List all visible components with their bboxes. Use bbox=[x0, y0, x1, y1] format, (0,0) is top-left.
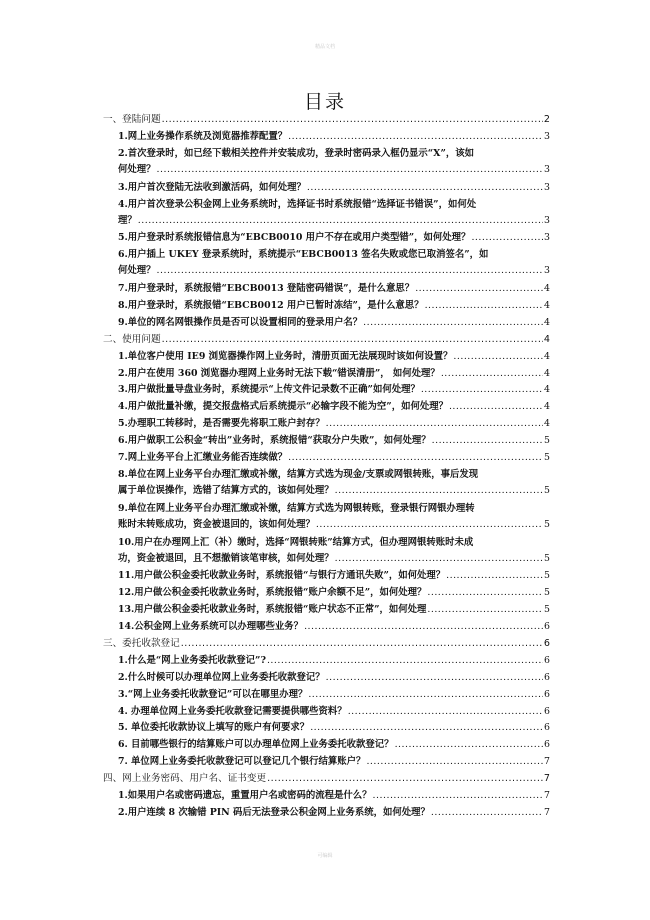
dot-leader bbox=[373, 788, 543, 804]
toc-page-number: 4 bbox=[544, 401, 550, 413]
toc-page-number: 3 bbox=[544, 130, 550, 142]
toc-page-number: 6 bbox=[544, 671, 550, 683]
dot-leader bbox=[308, 687, 543, 703]
toc-entry[interactable] bbox=[118, 298, 550, 314]
toc-entry[interactable] bbox=[118, 619, 550, 635]
toc-page-number: 5 bbox=[544, 518, 550, 530]
toc-entry[interactable] bbox=[118, 281, 550, 297]
toc-entry-text: 4.用户做批量补缴，提交报盘格式后系统提示“必输字段不能为空”，如何处理？ bbox=[118, 401, 448, 413]
toc-page-number: 4 bbox=[544, 367, 550, 379]
page-title: 目录 bbox=[303, 91, 346, 113]
toc-entry-text: 6. 目前哪些银行的结算账户可以办理单位网上业务委托收款登记？ bbox=[118, 739, 394, 751]
toc-page-number: 4 bbox=[544, 299, 550, 311]
toc-entry-text: 理？ bbox=[118, 214, 137, 226]
toc-entry[interactable] bbox=[118, 704, 550, 720]
toc-entry-text: 2.用户连续 8 次输错 PIN 码后无法登录公积金网上业务系统，如何处理？ bbox=[118, 806, 430, 818]
toc-page-number: 5 bbox=[544, 570, 550, 582]
toc-entry-text: 11.用户做公积金委托收款业务时，系统报错“与银行方通讯失败”，如何处理？ bbox=[118, 570, 446, 582]
toc-entry[interactable] bbox=[118, 247, 550, 279]
toc-entry[interactable] bbox=[118, 788, 550, 804]
toc-entry[interactable] bbox=[118, 416, 550, 432]
dot-leader bbox=[326, 416, 543, 432]
toc-page-number: 6 bbox=[543, 637, 550, 649]
toc-page-number: 7 bbox=[544, 756, 550, 768]
dot-leader bbox=[288, 129, 543, 145]
toc-entry[interactable] bbox=[118, 315, 550, 331]
toc-entry[interactable] bbox=[118, 146, 550, 178]
toc-entry[interactable] bbox=[118, 670, 550, 686]
toc-section[interactable] bbox=[103, 112, 550, 128]
toc-entry[interactable] bbox=[118, 349, 550, 365]
toc-page-number: 6 bbox=[544, 621, 550, 632]
dot-leader bbox=[304, 619, 543, 635]
dot-leader bbox=[395, 737, 543, 753]
dot-leader bbox=[138, 213, 543, 229]
toc-entry[interactable] bbox=[118, 180, 550, 196]
dot-leader bbox=[348, 704, 543, 720]
toc-entry-first-line: 2.首次登录时，如已经下载相关控件并安装成功，登录时密码录入框仍显示“X”，该如 bbox=[118, 147, 474, 159]
toc-entry-text: 账时未转账成功，资金被退回的，该如何处理？ bbox=[118, 518, 315, 530]
dot-leader bbox=[471, 230, 543, 246]
toc-entry[interactable] bbox=[118, 382, 550, 398]
toc-page-number: 6 bbox=[544, 705, 550, 717]
dot-leader bbox=[326, 670, 543, 686]
toc-entry[interactable] bbox=[118, 805, 550, 821]
toc-entry-text: 一、登陆问题 bbox=[103, 114, 161, 125]
dot-leader bbox=[335, 551, 543, 567]
dot-leader bbox=[363, 315, 543, 331]
toc-entry[interactable] bbox=[118, 197, 550, 229]
toc-entry-first-line: 9.单位在网上业务平台办理汇缴或补缴，结算方式选为网银转账，登录银行网银办理转 bbox=[118, 502, 475, 514]
dot-leader bbox=[288, 450, 543, 466]
dot-leader bbox=[446, 568, 543, 584]
dot-leader bbox=[427, 602, 543, 618]
dot-leader bbox=[431, 805, 543, 821]
toc-section[interactable] bbox=[103, 771, 550, 787]
toc-entry-text: 5.办理职工转移时，是否需要先将职工账户封存？ bbox=[118, 418, 325, 430]
toc-page-number: 4 bbox=[544, 418, 550, 430]
toc-entry-text: 3.“网上业务委托收款登记”可以在哪里办理？ bbox=[118, 688, 308, 700]
dot-leader bbox=[432, 433, 543, 449]
dot-leader bbox=[157, 162, 544, 178]
dot-leader bbox=[415, 281, 543, 297]
dot-leader bbox=[181, 636, 543, 652]
dot-leader bbox=[425, 298, 543, 314]
toc-entry[interactable] bbox=[118, 501, 550, 533]
toc-entry[interactable] bbox=[118, 568, 550, 584]
toc-page-number: 3 bbox=[544, 214, 550, 226]
toc-entry-text: 三、委托收款登记 bbox=[103, 637, 180, 649]
toc-page-number: 5 bbox=[544, 484, 550, 496]
toc-page-number: 3 bbox=[544, 163, 550, 175]
toc-entry-text: 5. 单位委托收款协议上填写的账户有何要求？ bbox=[118, 722, 310, 734]
toc-entry-text: 14.公积金网上业务系统可以办理哪些业务？ bbox=[118, 621, 304, 632]
watermark-top: 精品文档 bbox=[314, 44, 335, 50]
toc-entry-text: 3.用户做批量导盘业务时，系统提示“上传文件记录数不正确”如何处理？ bbox=[118, 384, 420, 396]
dot-leader bbox=[157, 263, 544, 279]
toc-page-number: 7 bbox=[544, 806, 550, 818]
toc-page-number: 4 bbox=[544, 316, 550, 328]
toc-page-number: 3 bbox=[544, 232, 550, 244]
toc-page-number: 4 bbox=[544, 384, 550, 396]
dot-leader bbox=[366, 754, 543, 770]
toc-entry-text: 7.网上业务平台上汇缴业务能否连续做？ bbox=[118, 452, 288, 463]
toc-entry-text: 9.单位的网名网银操作员是否可以设置相同的登录用户名？ bbox=[118, 316, 363, 328]
toc-page-number: 5 bbox=[544, 587, 550, 599]
dot-leader bbox=[307, 180, 543, 196]
dot-leader bbox=[335, 483, 543, 499]
toc-entry[interactable] bbox=[118, 467, 550, 499]
toc-entry-text: 5.用户登录时系统报错信息为“EBCB0010 用户不存在或用户类型错”，如何处理？ bbox=[118, 232, 471, 244]
toc-entry-text: 2.什么时候可以办理单位网上业务委托收款登记？ bbox=[118, 671, 325, 683]
toc-page-number: 5 bbox=[544, 552, 550, 564]
toc-entry-text: 13.用户做公积金委托收款业务时，系统报错“账户状态不正常”，如何处理 bbox=[118, 604, 427, 616]
toc-entry[interactable] bbox=[118, 399, 550, 415]
toc-entry[interactable] bbox=[118, 230, 550, 246]
toc-entry-text: 8.用户登录时，系统报错“EBCB0012 用户已暂时冻结”，是什么意思？ bbox=[118, 299, 424, 311]
toc-entry-text: 何处理？ bbox=[118, 265, 156, 277]
toc-entry-text: 12.用户做公积金委托收款业务时，系统报错“账户余额不足”，如何处理？ bbox=[118, 587, 427, 599]
dot-leader bbox=[441, 366, 543, 382]
toc-entry-text: 属于单位误操作，选错了结算方式的，该如何处理？ bbox=[118, 484, 334, 496]
toc-entry[interactable] bbox=[118, 535, 550, 567]
toc-entry-text: 6.用户做职工公积金“转出”业务时，系统报错“获取分户失败”，如何处理？ bbox=[118, 435, 431, 447]
dot-leader bbox=[316, 517, 543, 533]
toc-section[interactable] bbox=[103, 636, 550, 652]
toc-entry[interactable] bbox=[118, 366, 550, 382]
toc-entry[interactable] bbox=[118, 720, 550, 736]
toc-entry-first-line: 6.用户插上 UKEY 登录系统时，系统提示“EBCB0013 签名失败或您已取消签名”，如 bbox=[118, 249, 489, 261]
toc-entry-text: 3.用户首次登陆无法收到激活码，如何处理？ bbox=[118, 181, 306, 193]
toc-entry[interactable] bbox=[118, 433, 550, 449]
dot-leader bbox=[449, 399, 543, 415]
toc-page-number: 7 bbox=[543, 773, 550, 785]
toc-page-number: 4 bbox=[543, 333, 550, 345]
toc-entry-text: 何处理？ bbox=[118, 163, 156, 175]
toc-page-number: 3 bbox=[544, 181, 550, 193]
toc-page-number: 5 bbox=[544, 452, 550, 463]
toc-entry-first-line: 4.用户首次登录公积金网上业务系统时，选择证书时系统报错“选择证书错误”，如何处 bbox=[118, 198, 477, 210]
dot-leader bbox=[453, 349, 543, 365]
toc-page-number: 4 bbox=[544, 283, 550, 294]
toc-entry[interactable] bbox=[118, 602, 550, 618]
toc-entry-text: 功，资金被退回，且不想撤销该笔审核，如何处理？ bbox=[118, 552, 334, 564]
toc-page-number: 3 bbox=[544, 265, 550, 277]
toc-entry-text: 1.单位客户使用 IE9 浏览器操作网上业务时，清册页面无法展现时该如何设置？ bbox=[118, 350, 453, 362]
toc-page-number: 7 bbox=[544, 790, 550, 801]
toc-entry-text: 二、使用问题 bbox=[103, 333, 161, 345]
toc-entry-first-line: 10.用户在办理网上汇（补）缴时，选择“网银转账”结算方式，但办理网银转账时未成 bbox=[118, 536, 474, 548]
dot-leader bbox=[267, 771, 543, 787]
toc-entry-text: 四、网上业务密码、用户名、证书变更 bbox=[103, 773, 267, 785]
dot-leader bbox=[310, 720, 543, 736]
toc-entry[interactable] bbox=[118, 737, 550, 753]
toc-entry-first-line: 8.单位在网上业务平台办理汇缴或补缴，结算方式选为现金/支票或网银转账，事后发现 bbox=[118, 468, 479, 480]
toc-page-number: 6 bbox=[544, 688, 550, 700]
dot-leader bbox=[162, 112, 543, 128]
toc-entry[interactable] bbox=[118, 129, 550, 145]
dot-leader bbox=[267, 653, 543, 669]
toc-page-number: 6 bbox=[544, 654, 550, 666]
toc-entry[interactable] bbox=[118, 585, 550, 601]
dot-leader bbox=[427, 585, 543, 601]
toc-entry-text: 1.如果用户名或密码遗忘，重置用户名或密码的流程是什么？ bbox=[118, 790, 372, 801]
toc-entry-text: 7.用户登录时，系统报错“EBCB0013 登陆密码错误”，是什么意思？ bbox=[118, 283, 415, 294]
toc-entry-text: 2.用户在使用 360 浏览器办理网上业务时无法下载“错误清册”， 如何处理？ bbox=[118, 367, 440, 379]
toc-entry-text: 1.什么是“网上业务委托收款登记”? bbox=[118, 654, 266, 666]
toc-page-number: 2 bbox=[543, 114, 550, 125]
toc-page-number: 6 bbox=[544, 739, 550, 751]
toc-entry[interactable] bbox=[118, 754, 550, 770]
toc-section[interactable] bbox=[103, 332, 550, 348]
toc-entry-text: 1.网上业务操作系统及浏览器推荐配置？ bbox=[118, 130, 288, 142]
toc-page-number: 4 bbox=[544, 350, 550, 362]
toc-page-number: 5 bbox=[544, 435, 550, 447]
dot-leader bbox=[162, 332, 543, 348]
dot-leader bbox=[421, 382, 543, 398]
watermark-bottom: 可编辑 bbox=[317, 853, 333, 859]
toc-page-number: 6 bbox=[544, 722, 550, 734]
toc-entry[interactable] bbox=[118, 653, 550, 669]
toc-entry[interactable] bbox=[118, 687, 550, 703]
toc-entry[interactable] bbox=[118, 450, 550, 466]
toc-entry-text: 7. 单位网上业务委托收款登记可以登记几个银行结算账户？ bbox=[118, 756, 366, 768]
toc-entry-text: 4. 办理单位网上业务委托收款登记需要提供哪些资料？ bbox=[118, 705, 347, 717]
toc-page-number: 5 bbox=[544, 604, 550, 616]
